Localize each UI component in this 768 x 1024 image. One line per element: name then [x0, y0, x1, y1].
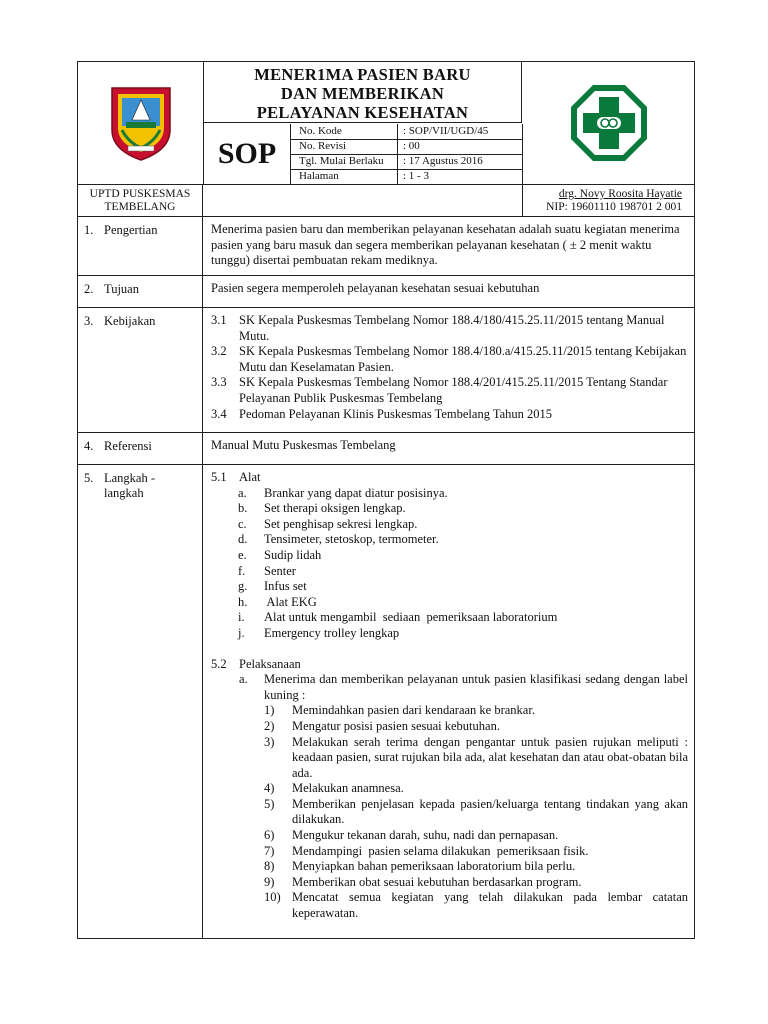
pelaksanaan-heading: [211, 657, 688, 673]
meta-key: No. Revisi: [299, 140, 347, 152]
unit-line-1: UPTD PUSKESMAS: [89, 188, 191, 200]
alat-heading: [211, 470, 688, 486]
step-text: Memindahkan pasien dari kendaraan ke brankar.: [292, 703, 535, 718]
row-langkah: [78, 465, 694, 938]
list-item: [211, 626, 688, 642]
list-item: [211, 517, 688, 533]
meta-row-tanggal: [291, 154, 522, 170]
subheader-blank: [204, 185, 523, 216]
signer-block: [523, 185, 694, 216]
meta-key: Halaman: [299, 170, 339, 182]
item-text: Menerima dan memberikan pelayanan untuk pasien klasifikasi sedang dengan label kuning :: [264, 672, 688, 702]
list-item: [211, 579, 688, 595]
list-item: [211, 407, 688, 423]
step-text: Melakukan anamnesa.: [292, 781, 404, 796]
item-number: 3.2: [211, 344, 227, 359]
row-number: 3.: [84, 314, 94, 328]
signer-name: drg. Novy Roosita Hayatie: [558, 188, 682, 200]
row-number: 1.: [84, 223, 94, 237]
step-number: 2): [264, 718, 275, 733]
item-number: c.: [238, 516, 247, 531]
row-title: Pengertian: [104, 223, 158, 237]
list-item: [211, 375, 688, 406]
item-text: Pedoman Pelayanan Klinis Puskesmas Tembelang Tahun 2015: [239, 406, 553, 421]
meta-key: No. Kode: [299, 125, 342, 137]
list-item: [211, 313, 688, 344]
item-text: SK Kepala Puskesmas Tembelang Nomor 188.4/180.a/415.25.11/2015 tentang Kebijakan Mutu dan Keselamatan Pasien.: [239, 344, 687, 374]
item-text: Emergency trolley lengkap: [264, 625, 400, 640]
step-number: 4): [264, 781, 275, 796]
step-number: 6): [264, 828, 275, 843]
regency-emblem-icon: [108, 84, 174, 162]
list-item: [211, 548, 688, 564]
step-text: Mendampingi pasien selama dilakukan pemeriksaan fisik.: [292, 843, 589, 858]
item-number: a.: [239, 672, 248, 687]
meta-value: : 1 - 3: [403, 170, 429, 182]
row-label: [78, 433, 203, 464]
title-line-2: DAN MEMBERIKAN: [280, 84, 445, 103]
row-number: 5.: [84, 471, 94, 485]
sop-meta-table: [291, 124, 523, 184]
meta-key: Tgl. Mulai Berlaku: [299, 155, 384, 167]
step-number: 7): [264, 843, 275, 858]
list-item: [211, 610, 688, 626]
item-text: Alat EKG: [264, 594, 317, 609]
item-number: b.: [238, 501, 248, 516]
item-text: Set penghisap sekresi lengkap.: [264, 516, 418, 531]
meta-value: : SOP/VII/UGD/45: [403, 125, 489, 137]
row-number: 4.: [84, 439, 94, 453]
section-title: Alat: [239, 470, 261, 484]
item-text: Infus set: [264, 579, 307, 594]
spacer: [211, 642, 688, 657]
pengertian-text: Menerima pasien baru dan memberikan pelayanan kesehatan adalah suatu kegiatan menerima pasien yang baru masuk dan segera memberikan pelayanan kesehatan ( ± 2 menit waktu tunggu) disertai pembuatan rekam mediknya.: [211, 222, 680, 268]
unit-line-2: TEMBELANG: [104, 201, 176, 213]
sop-header: [78, 62, 694, 185]
sop-document: [77, 61, 695, 939]
row-title: Referensi: [104, 439, 152, 453]
unit-name: [78, 185, 203, 216]
step-item: [211, 875, 688, 891]
puskesmas-cross-icon: [569, 83, 649, 163]
step-item: [211, 719, 688, 735]
section-number: 5.2: [211, 656, 227, 671]
meta-row-halaman: [291, 169, 522, 184]
row-kebijakan: [78, 308, 694, 433]
title-line-1: MENER1MA PASIEN BARU: [254, 65, 471, 84]
title-line-3: PELAYANAN KESEHATAN: [256, 103, 469, 122]
list-item: [211, 672, 688, 703]
step-number: 3): [264, 734, 275, 749]
meta-value: : 17 Agustus 2016: [403, 155, 483, 167]
list-item: [211, 486, 688, 502]
row-tujuan: [78, 276, 694, 308]
step-text: Memberikan penjelasan kepada pasien/keluarga tentang tindakan yang akan dilakukan.: [292, 796, 688, 827]
item-text: Sudip lidah: [264, 547, 322, 562]
list-item: [211, 564, 688, 580]
step-item: [211, 703, 688, 719]
step-number: 5): [264, 796, 275, 811]
section-number: 5.1: [211, 470, 227, 484]
step-text: Memberikan obat sesuai kebutuhan berdasarkan program.: [292, 874, 582, 889]
sop-label: SOP: [204, 124, 291, 184]
step-item: [211, 859, 688, 875]
row-title: Kebijakan: [104, 314, 156, 328]
step-text: Menyiapkan bahan pemeriksaan laboratorium bila perlu.: [292, 859, 576, 874]
step-item: [211, 797, 688, 828]
item-number: j.: [238, 625, 245, 640]
item-text: Alat untuk mengambil sediaan pemeriksaan laboratorium: [264, 610, 558, 625]
step-item: [211, 735, 688, 782]
row-label: [78, 217, 203, 275]
row-title-line-1: Langkah -: [104, 471, 156, 485]
item-number: d.: [238, 532, 248, 547]
step-number: 9): [264, 874, 275, 889]
item-number: e.: [238, 547, 247, 562]
signer-nip: NIP: 19601110 198701 2 001: [546, 201, 682, 213]
step-item: [211, 844, 688, 860]
item-number: g.: [238, 579, 248, 594]
step-number: 10): [264, 890, 281, 905]
referensi-text: Manual Mutu Puskesmas Tembelang: [211, 438, 396, 452]
row-title-line-2: langkah: [104, 486, 144, 500]
puskesmas-logo-cell: [523, 62, 694, 184]
item-number: a.: [238, 485, 247, 500]
step-number: 8): [264, 859, 275, 874]
item-text: Senter: [264, 563, 296, 578]
step-text: Melakukan serah terima dengan pengantar untuk pasien rujukan meliputi : keadaan pasien, surat rujukan bila ada, alat kesehatan dan atau obat-obatan bila ada.: [292, 734, 689, 780]
item-text: SK Kepala Puskesmas Tembelang Nomor 188.4/201/415.25.11/2015 Tentang Standar Pelayanan Publik Puskesmas Tembelang: [239, 375, 668, 405]
sop-title: [204, 62, 522, 123]
section-title: Pelaksanaan: [239, 656, 301, 671]
row-label: [78, 465, 203, 938]
regency-logo-cell: [78, 62, 204, 184]
meta-row-revisi: [291, 139, 522, 155]
kebijakan-list: [204, 308, 694, 428]
list-item: [211, 344, 688, 375]
row-referensi: [78, 433, 694, 465]
item-text: Set therapi oksigen lengkap.: [264, 501, 406, 516]
item-text: SK Kepala Puskesmas Tembelang Nomor 188.4/180/415.25.11/2015 tentang Manual Mutu.: [239, 313, 665, 343]
item-number: f.: [238, 563, 246, 578]
meta-row-kode: [291, 124, 522, 140]
tujuan-text: Pasien segera memperoleh pelayanan kesehatan sesuai kebutuhan: [211, 281, 540, 295]
langkah-content: [204, 465, 694, 928]
row-label: [78, 276, 203, 307]
row-label: [78, 308, 203, 432]
item-number: 3.4: [211, 406, 227, 421]
step-item: [211, 828, 688, 844]
step-text: Mencatat semua kegiatan yang telah dilakukan pada lembar catatan keperawatan.: [292, 890, 688, 921]
item-number: 3.1: [211, 313, 227, 327]
step-item: [211, 781, 688, 797]
step-text: Mengukur tekanan darah, suhu, nadi dan pernapasan.: [292, 828, 559, 843]
step-number: 1): [264, 703, 275, 718]
sop-subheader: [78, 185, 694, 217]
row-title: [104, 471, 155, 501]
list-item: [211, 501, 688, 517]
row-number: 2.: [84, 282, 94, 296]
row-pengertian: [78, 217, 694, 276]
item-number: h.: [238, 594, 248, 609]
meta-value: : 00: [403, 140, 420, 152]
row-title: Tujuan: [104, 282, 139, 296]
step-text: Mengatur posisi pasien sesuai kebutuhan.: [292, 718, 500, 733]
list-item: [211, 532, 688, 548]
item-text: Brankar yang dapat diatur posisinya.: [264, 485, 448, 500]
item-number: 3.3: [211, 375, 227, 390]
step-item: [211, 890, 688, 921]
item-text: Tensimeter, stetoskop, termometer.: [264, 532, 439, 547]
list-item: [211, 595, 688, 611]
item-number: i.: [238, 610, 245, 625]
